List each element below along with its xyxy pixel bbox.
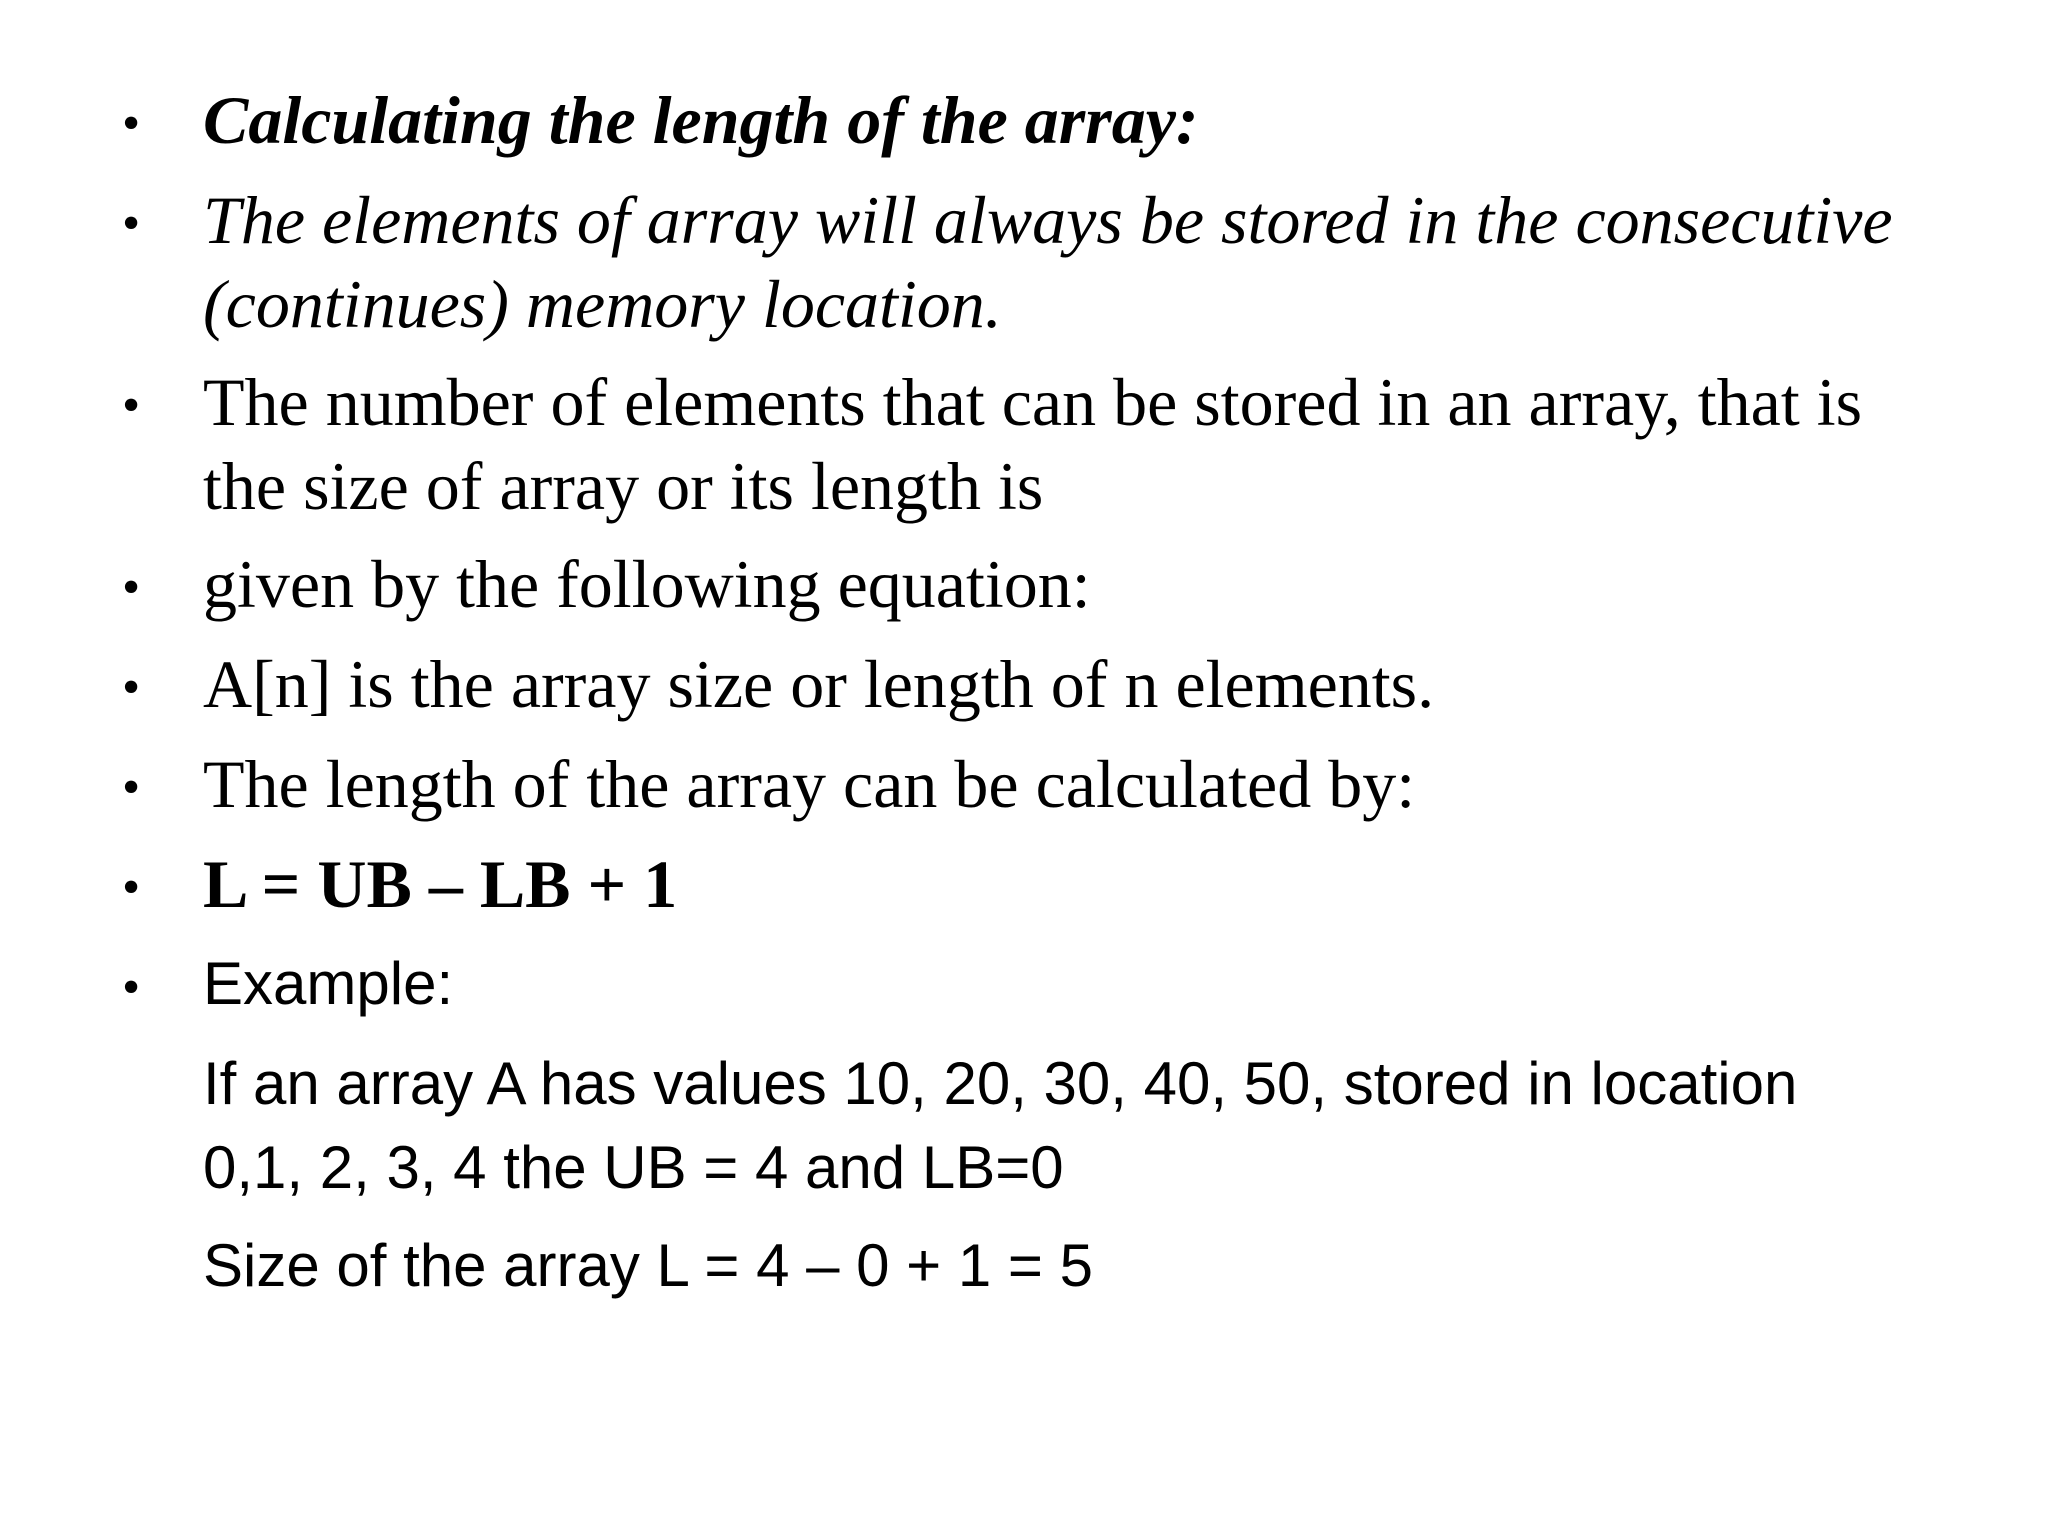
bullet-item-length-intro bbox=[203, 742, 1963, 826]
example-line: 0,1, 2, 3, 4 the UB = 4 and LB=0 bbox=[203, 1134, 1064, 1201]
item-line: A[n] is the array size or length of n elements. bbox=[203, 646, 1435, 722]
example-text bbox=[203, 1042, 1963, 1210]
example-line: If an array A has values 10, 20, 30, 40, 50, stored in location bbox=[203, 1050, 1798, 1117]
item-line: The length of the array can be calculated by: bbox=[203, 746, 1416, 822]
item-line: The elements of array will always be stored in the consecutive bbox=[203, 182, 1893, 258]
heading-line: Calculating the length of the array: bbox=[203, 82, 1199, 158]
bullet-item-storage bbox=[203, 178, 1963, 346]
example-result-line: Size of the array L = 4 – 0 + 1 = 5 bbox=[203, 1232, 1094, 1299]
bullet-5: • bbox=[122, 759, 141, 816]
bullet-3: • bbox=[122, 559, 141, 616]
bullet-2: • bbox=[122, 377, 141, 434]
example-label bbox=[203, 942, 1963, 1026]
bullet-item-array-definition bbox=[203, 642, 1963, 726]
slide-heading bbox=[203, 78, 1963, 162]
example-result bbox=[203, 1224, 1963, 1308]
bullet-item-equation-intro bbox=[203, 542, 1963, 626]
bullet-item-size bbox=[203, 360, 1963, 528]
bullet-6: • bbox=[122, 859, 141, 916]
item-line: the size of array or its length is bbox=[203, 448, 1044, 524]
item-line: The number of elements that can be stored in an array, that is bbox=[203, 364, 1863, 440]
bullet-7: • bbox=[122, 959, 141, 1016]
formula bbox=[203, 842, 1963, 926]
formula-line: L = UB – LB + 1 bbox=[203, 846, 678, 922]
bullet-4: • bbox=[122, 659, 141, 716]
item-line: Example: bbox=[203, 950, 454, 1017]
bullet-0: • bbox=[122, 95, 141, 152]
bullet-1: • bbox=[122, 195, 141, 252]
item-line: given by the following equation: bbox=[203, 546, 1091, 622]
item-line: (continues) memory location. bbox=[203, 266, 1002, 342]
